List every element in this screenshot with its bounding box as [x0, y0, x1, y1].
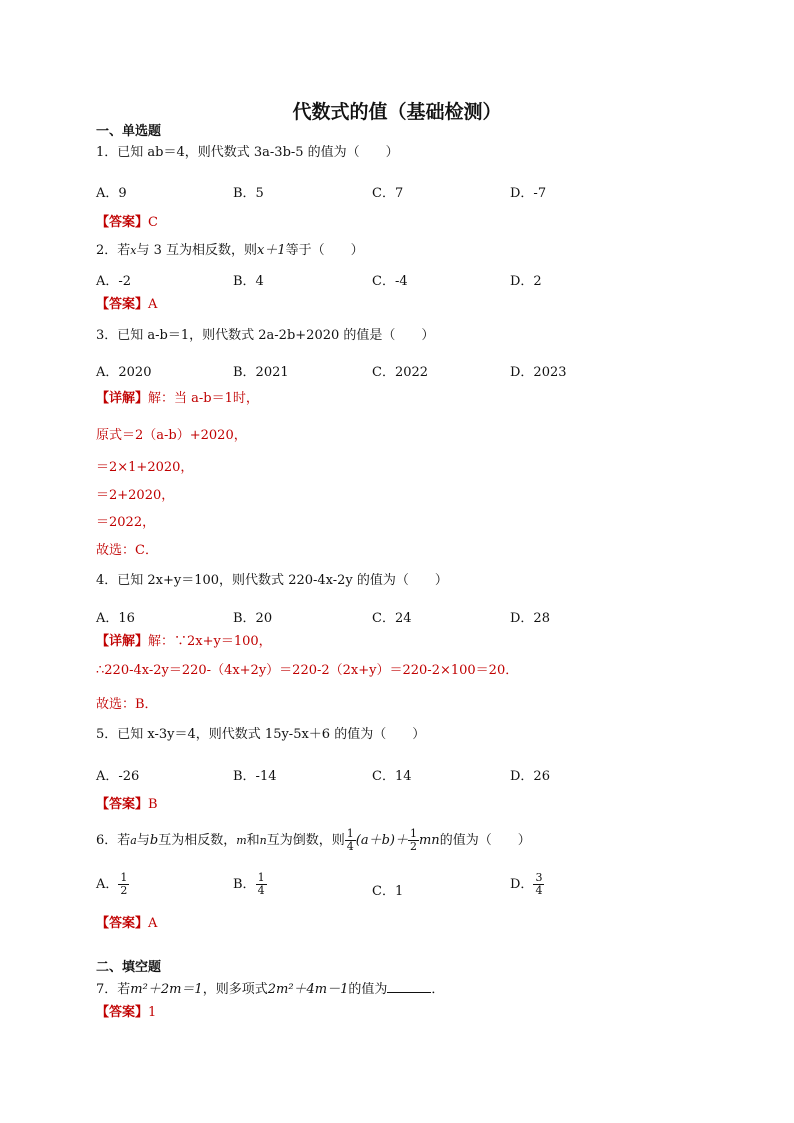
q5-option-c: C．14: [372, 769, 412, 784]
q5-option-d: D．26: [510, 769, 550, 784]
q6-text: 与: [136, 833, 150, 848]
q3-detail-line: ＝2022，: [96, 515, 156, 530]
fraction-denominator: 4: [535, 884, 543, 897]
q7-text: 7．若: [96, 982, 131, 997]
q2-var-x: x: [130, 244, 137, 257]
q6-var-m: m: [236, 834, 247, 847]
option-label: D．: [510, 877, 534, 892]
answer-tag: 【答案】: [96, 916, 149, 931]
q6-expr: (a＋b)＋: [355, 833, 408, 848]
section-heading-single-choice: 一、单选题: [96, 124, 162, 139]
q7-text: ，则多项式: [202, 982, 268, 997]
q2-answer: [96, 297, 157, 313]
q1-option-b: B．5: [233, 186, 264, 201]
q6-text: 6．若: [96, 833, 131, 848]
answer-value: 1: [148, 1005, 157, 1020]
answer-blank: [387, 980, 431, 993]
q4-option-b: B．20: [233, 611, 273, 626]
answer-value: C: [148, 215, 158, 230]
q6-var-a: a: [130, 834, 137, 847]
q2-option-a: A．-2: [96, 274, 132, 289]
q4-detail-first: [96, 634, 272, 650]
answer-tag: 【答案】: [96, 297, 149, 312]
q6-text: 互为倒数，则: [266, 833, 345, 848]
q6-text: 和: [246, 833, 260, 848]
q6-option-b: [233, 872, 267, 897]
q3-detail-line: 故选：C．: [96, 543, 158, 558]
q4-detail-line: 故选：B．: [96, 697, 158, 712]
q6-option-d: [510, 872, 544, 897]
q3-detail-line: ＝2×1+2020，: [96, 460, 194, 475]
q2-option-b: B．4: [233, 274, 264, 289]
answer-value: B: [148, 797, 158, 812]
fraction-denominator: 2: [409, 840, 417, 853]
fraction-numerator: 1: [409, 827, 417, 840]
question-7-stem: [96, 980, 444, 998]
option-fraction: [256, 872, 267, 897]
q6-text: 的值为（ ）: [439, 833, 531, 848]
q3-option-a: A．2020: [96, 365, 152, 380]
q2-text: 2．若: [96, 243, 131, 258]
option-fraction: [533, 872, 544, 897]
q6-option-a: [96, 872, 129, 897]
question-5-stem: 5．已知 x-3y＝4，则代数式 15y-5x＋6 的值为（ ）: [96, 727, 426, 742]
page-title: 代数式的值（基础检测）: [292, 101, 502, 123]
q3-option-d: D．2023: [510, 365, 567, 380]
q6-option-c: C．1: [372, 884, 404, 899]
q7-expr: 2m²＋4m－1: [267, 982, 349, 997]
answer-tag: 【答案】: [96, 215, 149, 230]
answer-value: A: [148, 916, 158, 931]
q3-option-c: C．2022: [372, 365, 429, 380]
option-label: A．: [96, 877, 119, 892]
q7-condition: m²＋2m＝1: [130, 982, 203, 997]
option-fraction: [118, 872, 129, 897]
q6-var-b: b: [149, 833, 159, 848]
fraction-numerator: 1: [346, 827, 354, 840]
answer-tag: 【答案】: [96, 1005, 149, 1020]
detail-tag: 【详解】: [96, 634, 149, 649]
q6-expr: mn: [418, 833, 440, 848]
q5-option-b: B．-14: [233, 769, 277, 784]
detail-text: 解：∵2x+y＝100，: [148, 634, 272, 649]
q5-answer: [96, 797, 158, 813]
answer-value: A: [148, 297, 158, 312]
q2-option-c: C．-4: [372, 274, 408, 289]
q6-fraction-half: [408, 828, 419, 853]
q4-option-a: A．16: [96, 611, 135, 626]
q3-detail-line: ＝2+2020，: [96, 488, 175, 503]
q3-option-b: B．2021: [233, 365, 289, 380]
q4-option-d: D．28: [510, 611, 550, 626]
q7-answer: [96, 1005, 156, 1021]
q6-text: 互为相反数，: [158, 833, 237, 848]
fraction-denominator: 4: [346, 840, 354, 853]
fraction-numerator: 1: [257, 871, 265, 884]
q2-expr: x＋1: [257, 243, 286, 258]
q4-option-c: C．24: [372, 611, 412, 626]
detail-text: 解：当 a-b＝1时，: [148, 391, 259, 406]
fraction-denominator: 2: [120, 884, 128, 897]
detail-tag: 【详解】: [96, 391, 149, 406]
q1-option-c: C．7: [372, 186, 404, 201]
q2-text: 等于（ ）: [285, 243, 364, 258]
q6-answer: [96, 916, 157, 932]
q1-option-a: A．9: [96, 186, 127, 201]
q6-fraction-quarter: [345, 828, 356, 853]
fraction-numerator: 3: [535, 871, 543, 884]
q3-detail-line: 原式＝2（a-b）+2020，: [96, 428, 247, 443]
q1-answer: [96, 215, 158, 231]
q4-detail-line: ∴220-4x-2y＝220-（4x+2y）＝220-2（2x+y）＝220-2×100＝20．: [96, 663, 519, 678]
q7-text: 的值为: [348, 982, 388, 997]
question-2-stem: [96, 243, 364, 259]
q1-option-d: D．-7: [510, 186, 547, 201]
q6-var-n: n: [259, 834, 267, 847]
fraction-denominator: 4: [257, 884, 265, 897]
question-1-stem: 1．已知 ab＝4，则代数式 3a-3b-5 的值为（ ）: [96, 145, 399, 160]
question-6-stem: [96, 826, 531, 856]
q3-detail-first: [96, 391, 259, 407]
question-4-stem: 4．已知 2x+y＝100，则代数式 220-4x-2y 的值为（ ）: [96, 573, 448, 588]
fraction-numerator: 1: [120, 871, 128, 884]
section-heading-fill-in: 二、填空题: [96, 960, 162, 975]
answer-tag: 【答案】: [96, 797, 149, 812]
q7-text: ．: [431, 982, 445, 997]
question-3-stem: 3．已知 a-b＝1，则代数式 2a-2b+2020 的值是（ ）: [96, 328, 435, 343]
q2-option-d: D．2: [510, 274, 542, 289]
option-label: B．: [233, 877, 256, 892]
q5-option-a: A．-26: [96, 769, 140, 784]
q2-text: 与 3 互为相反数，则: [136, 243, 258, 258]
